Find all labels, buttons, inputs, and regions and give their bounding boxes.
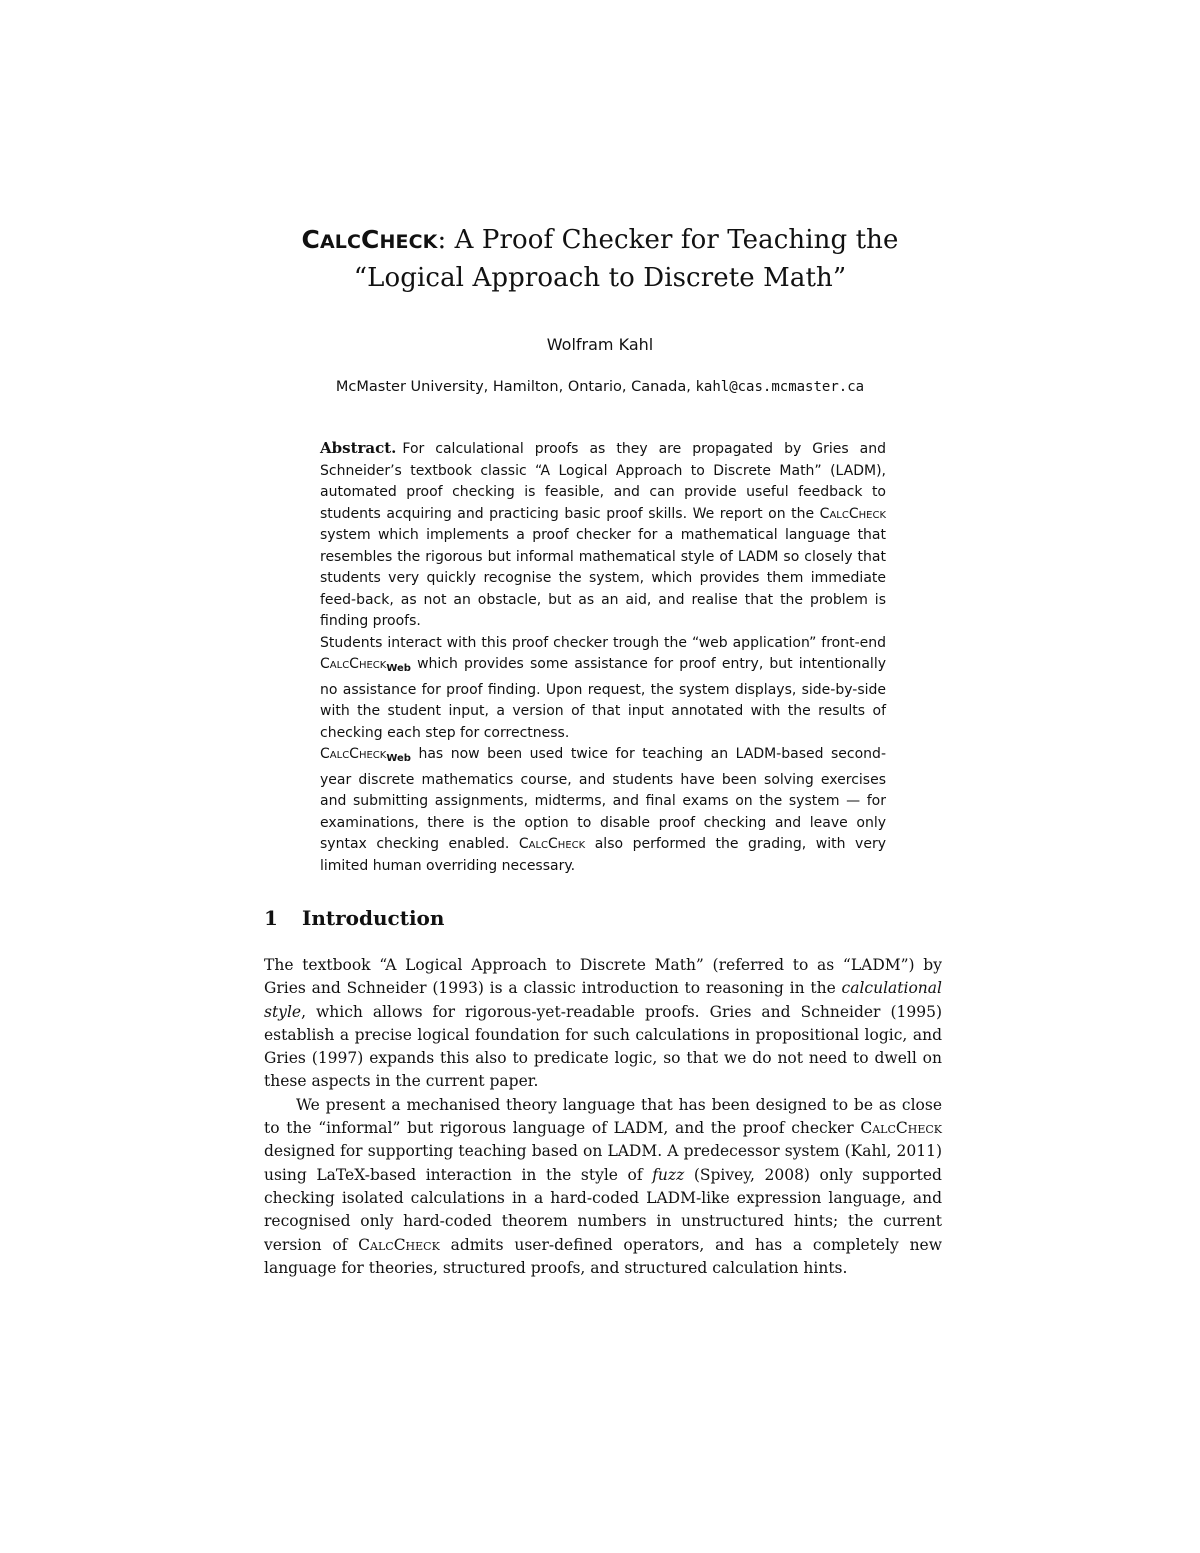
section-heading bbox=[264, 904, 444, 932]
paper-title bbox=[150, 222, 1050, 296]
system-name: CalcCheck bbox=[819, 505, 886, 522]
system-subscript: Web bbox=[386, 753, 411, 764]
latex-logo: LaTeX bbox=[316, 1165, 365, 1184]
author-email: kahl@cas.mcmaster.ca bbox=[695, 379, 865, 395]
abstract-paragraph: Abstract. For calculational proofs as they are propagated by Gries and Schneider’s textbook classic “A Logical Approach to Discrete Math” (LADM), automated proof checking is feasible, and can provide useful feedback to students acquiring and practicing basic proof skills. We report on the CalcCheck system which implements a proof checker for a mathematical language that resembles the rigorous but informal mathematical style of LADM so closely that students very quickly recognise the system, which provides them immediate feed-back, as not an obstacle, but as an aid, and realise that the problem is finding proofs. bbox=[320, 439, 886, 629]
affiliation-text: McMaster University, Hamilton, Ontario, Canada, bbox=[335, 379, 691, 395]
system-name: CalcCheck bbox=[320, 656, 387, 672]
body-paragraph: The textbook “A Logical Approach to Discrete Math” (referred to as “LADM”) by Gries and Schneider (1993) is a classic introduction to reasoning in the calculational style, which allows for rigorous-yet-readable proofs. Gries and Schneider (1995) establish a precise logical foundation for such calculations in propositional logic, and Gries (1997) expands this also to predicate logic, so that we do not need to dwell on these aspects in the current paper. bbox=[264, 956, 942, 1091]
system-name: CalcCheck bbox=[518, 836, 586, 852]
author-affiliation bbox=[150, 376, 1050, 398]
abstract-paragraph: CalcCheck$_{Web}$ has now been used twice for teaching an LADM-based second-year discrete mathematics course, and students have been solving exercises and submitting assignments, midterms, and final exams on the system — for examinations, there is the option to disable proof checking and leave only syntax checking enabled. CalcCheck also performed the grading, with very limited human overriding necessary. bbox=[320, 746, 886, 874]
system-name: CalcCheck bbox=[860, 1119, 942, 1138]
abstract-paragraph: Students interact with this proof checker trough the “web application” front-end CalcCheck$_{Web}$ which provides some assistance for proof entry, but intentionally no assistance for proof finding. Upon request, the system displays, side-by-side with the student input, a version of that input annotated with the results of checking each step for correctness. bbox=[320, 634, 886, 741]
fuzz-name: fuzz bbox=[652, 1165, 685, 1184]
body-paragraph: We present a mechanised theory language that has been designed to be as close to the “informal” but rigorous language of LADM, and the proof checker CalcCheck designed for supporting teaching based on LADM. A predecessor system (Kahl, 2011) using LaTeX-based interaction in the style of fuzz (Spivey, 2008) only supported checking isolated calculations in a hard-coded LADM-like expression language, and recognised only hard-coded theorem numbers in unstructured hints; the current version of CalcCheck admits user-defined operators, and has a completely new language for theories, structured proofs, and structured calculation hints. bbox=[264, 1095, 942, 1277]
introduction-body bbox=[264, 954, 942, 1280]
system-subscript: Web bbox=[386, 663, 411, 674]
author-name: Wolfram Kahl bbox=[546, 335, 654, 354]
title-line-2: “Logical Approach to Discrete Math” bbox=[353, 263, 847, 293]
system-name: CalcCheck bbox=[358, 1235, 440, 1254]
system-name: CalcCheck bbox=[320, 746, 387, 762]
abstract-label: Abstract. bbox=[320, 439, 397, 457]
section-title: Introduction bbox=[302, 906, 445, 930]
abstract bbox=[320, 438, 886, 877]
section-number: 1 bbox=[264, 906, 278, 930]
title-line-1: CALCCHECK: A Proof Checker for Teaching the bbox=[301, 225, 899, 255]
